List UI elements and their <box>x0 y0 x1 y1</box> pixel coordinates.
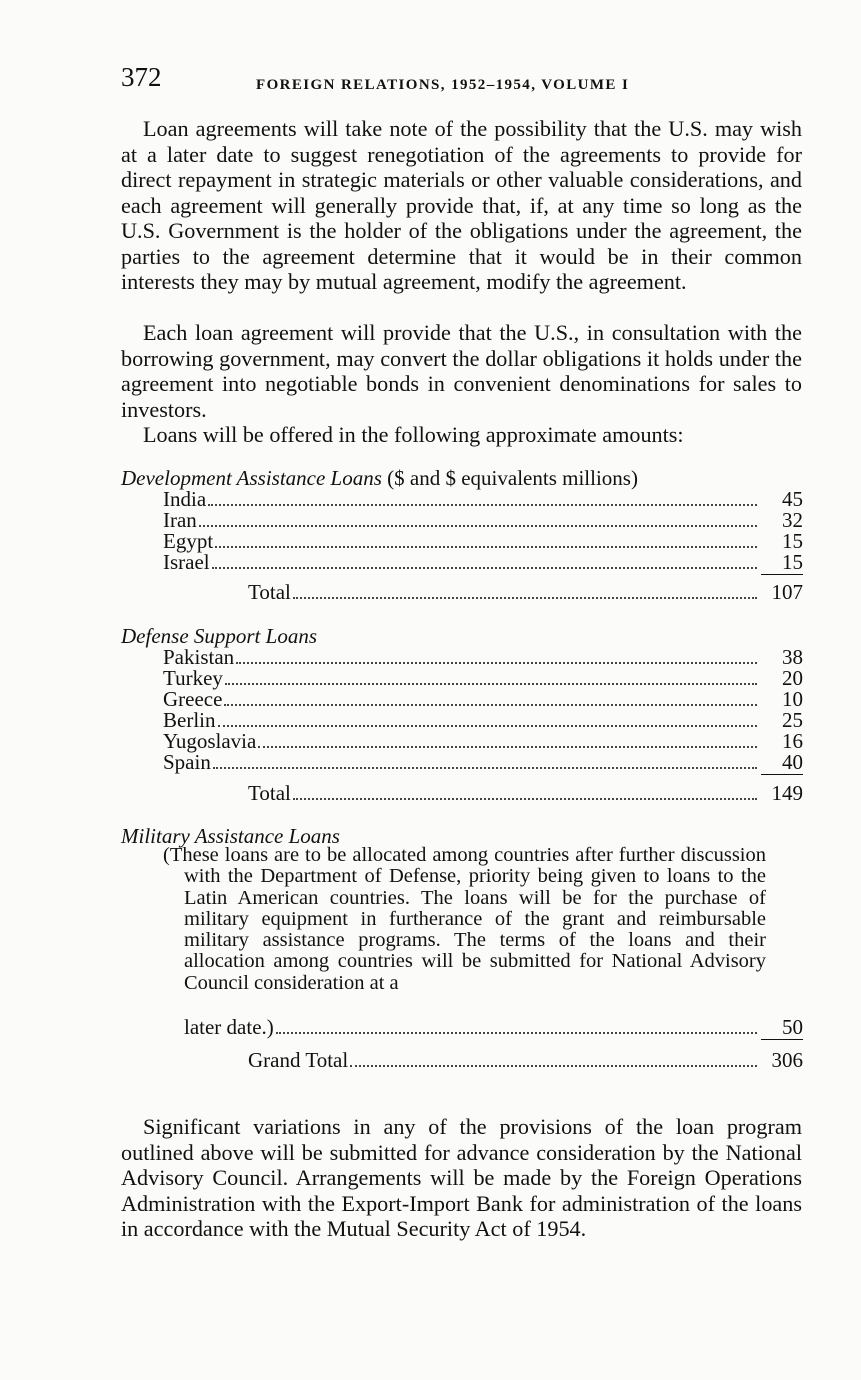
page-number: 372 <box>121 62 162 92</box>
total-value: 149 <box>771 781 803 805</box>
country-label: Spain <box>163 750 211 774</box>
country-label: Iran <box>163 508 197 532</box>
leader-dots <box>293 583 757 599</box>
section-title-military: Military Assistance Loans <box>121 824 340 848</box>
running-head: FOREIGN RELATIONS, 1952–1954, VOLUME I <box>256 77 630 93</box>
table-row <box>163 688 803 710</box>
amount-value: 45 <box>782 487 803 511</box>
table-row <box>184 1016 803 1038</box>
table-row <box>163 509 803 531</box>
grand-total-row <box>248 1049 803 1071</box>
table-row <box>163 488 803 510</box>
grand-total-label: Grand Total <box>248 1048 349 1072</box>
country-label: India <box>163 487 207 511</box>
table-row <box>163 551 803 573</box>
table-row <box>163 646 803 668</box>
paragraph-loan-agreements: Loan agreements will take note of the possibility that the U.S. may wish at a later date to suggest renegotiation of the agreements to provide for direct repayment in strategic materials or other valuable considerations, and each agreement will generally provide that, if, at any time so long as the U.S. Government is the holder of the obligations under the agreement, the parties to the agreement determine that it would be in their common interests they may by mutual agreement, modify the agreement. <box>121 116 802 294</box>
development-unit: ($ and $ equivalents millions) <box>387 466 638 490</box>
amount-value: 20 <box>782 666 803 690</box>
leader-dots <box>215 532 757 548</box>
development-title: Development Assistance Loans <box>121 466 382 490</box>
leader-dots <box>225 669 757 685</box>
military-note-last-line: later date.) <box>184 1015 274 1039</box>
leader-dots <box>208 490 757 506</box>
leader-dots <box>293 784 757 800</box>
total-row <box>248 782 803 804</box>
amount-value: 15 <box>782 529 803 553</box>
paragraph-significant-variations: Significant variations in any of the provisions of the loan program outlined above will be submitted for advance consideration by the National Advisory Council. Arrangements will be made by the Foreign Operations Administration with the Export-Import Bank for administration of the loans in accordance with the Mutual Security Act of 1954. <box>121 1114 802 1241</box>
total-row <box>248 581 803 603</box>
country-label: Turkey <box>163 666 223 690</box>
military-note: (These loans are to be allocated among countries after further discussion with the Department of Defense, priority being given to loans to the Latin American countries. The loans will be for the purchase of military equipment in furtherance of the grant and reimbursable military assistance programs. The terms of the loans and their allocation among countries will be submitted for National Advisory Council consideration at a <box>163 844 766 994</box>
country-label: Yugoslavia <box>163 729 257 753</box>
leader-dots <box>224 690 757 706</box>
total-label: Total <box>248 580 291 604</box>
amount-value: 15 <box>761 551 803 575</box>
table-row <box>163 530 803 552</box>
amount-value: 50 <box>761 1016 803 1040</box>
country-label: Greece <box>163 687 223 711</box>
amount-value: 10 <box>782 687 803 711</box>
amount-value: 16 <box>782 729 803 753</box>
amount-value: 25 <box>782 708 803 732</box>
table-row <box>163 709 803 731</box>
amount-value: 32 <box>782 508 803 532</box>
page-header <box>121 62 821 98</box>
country-label: Pakistan <box>163 645 235 669</box>
amount-value: 38 <box>782 645 803 669</box>
table-row <box>163 751 803 773</box>
grand-total-value: 306 <box>771 1048 803 1072</box>
country-label: Egypt <box>163 529 214 553</box>
paragraph-convert-obligations: Each loan agreement will provide that the U.S., in consultation with the borrowing government, may convert the dollar obligations it holds under the agreement into negotiable bonds in convenient denominations for sales to investors. <box>121 320 802 422</box>
leader-dots <box>218 711 758 727</box>
leader-dots <box>212 553 757 569</box>
table-row <box>163 730 803 752</box>
leader-dots <box>213 753 757 769</box>
table-row <box>163 667 803 689</box>
country-label: Israel <box>163 550 210 574</box>
paragraph-approximate-amounts: Loans will be offered in the following approximate amounts: <box>143 422 684 447</box>
total-value: 107 <box>771 580 803 604</box>
leader-dots <box>276 1018 757 1034</box>
total-label: Total <box>248 781 291 805</box>
leader-dots <box>236 648 757 664</box>
amount-value: 40 <box>761 751 803 775</box>
leader-dots <box>258 732 757 748</box>
country-label: Berlin <box>163 708 216 732</box>
leader-dots <box>199 511 757 527</box>
leader-dots <box>350 1051 757 1067</box>
section-title-defense: Defense Support Loans <box>121 624 317 648</box>
